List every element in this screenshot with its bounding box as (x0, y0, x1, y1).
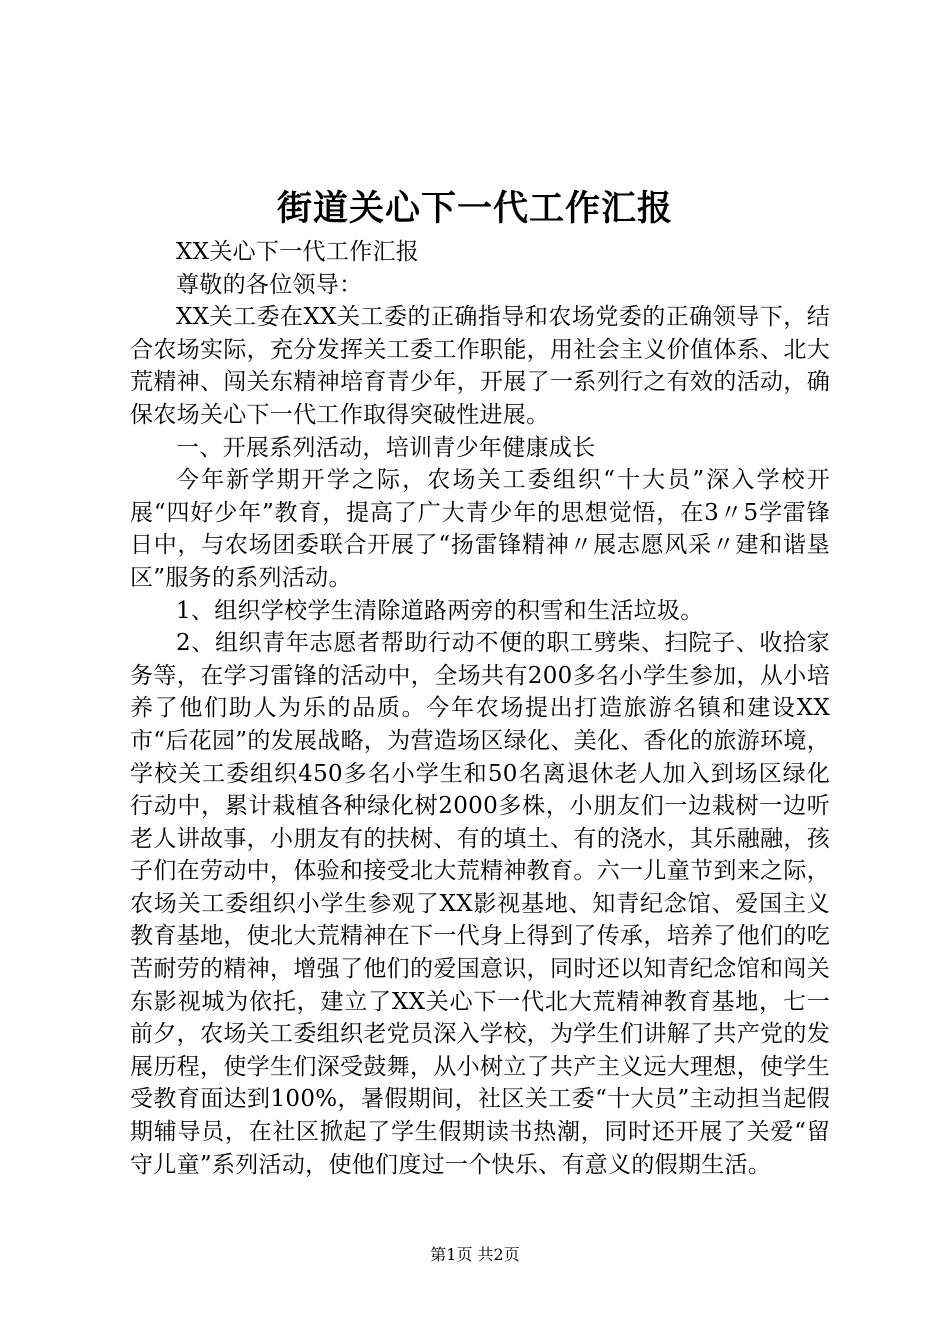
body-paragraph: 今年新学期开学之际，农场关工委组织“十大员”深入学校开展“四好少年”教育，提高了广大青少年的思想觉悟，在3〃5学雷锋日中，与农场团委联合开展了“扬雷锋精神〃展志愿风采〃建和谐垦区”服务的系列活动。 (130, 467, 830, 591)
list-item: 2、组织青年志愿者帮助行动不便的职工劈柴、扫院子、收拾家务等，在学习雷锋的活动中，全场共有200多名小学生参加，从小培养了他们助人为乐的品质。今年农场提出打造旅游名镇和建设XX市“后花园”的发展战略，为营造场区绿化、美化、香化的旅游环境，学校关工委组织450多名小学生和50名离退休老人加入到场区绿化行动中，累计栽植各种绿化树2000多株，小朋友们一边栽树一边听老人讲故事，小朋友有的扶树、有的填土、有的浇水，其乐融融，孩子们在劳动中，体验和接受北大荒精神教育。六一儿童节到来之际，农场关工委组织小学生参观了XX影视基地、知青纪念馆、爱国主义教育基地，使北大荒精神在下一代身上得到了传承，培养了他们的吃苦耐劳的精神，增强了他们的爱国意识，同时还以知青纪念馆和闯关东影视城为依托，建立了XX关心下一代北大荒精神教育基地，七一前夕，农场关工委组织老党员深入学校，为学生们讲解了共产党的发展历程，使学生们深受鼓舞，从小树立了共产主义远大理想，使学生受教育面达到100%，暑假期间，社区关工委“十大员”主动担当起假期辅导员，在社区掀起了学生假期读书热潮，同时还开展了关爱“留守儿童”系列活动，使他们度过一个快乐、有意义的假期生活。 (130, 630, 830, 1178)
list-item: 1、组织学校学生清除道路两旁的积雪和生活垃圾。 (176, 597, 704, 624)
page-number: 第1页 (430, 1245, 473, 1264)
salutation: 尊敬的各位领导： (176, 271, 363, 298)
document-body (130, 236, 830, 1181)
document-title: 街道关心下一代工作汇报 (276, 188, 673, 229)
intro-paragraph: XX关工委在XX关工委的正确指导和农场党委的正确领导下，结合农场实际，充分发挥关工委工作职能，用社会主义价值体系、北大荒精神、闯关东精神培育青少年，开展了一系列行之有效的活动，确保农场关心下一代工作取得突破性进展。 (130, 304, 830, 428)
report-subtitle: XX关心下一代工作汇报 (176, 239, 420, 265)
page-total: 共2页 (477, 1245, 520, 1264)
section-heading: 一、开展系列活动，培训青少年健康成长 (176, 434, 596, 461)
page-footer (0, 1244, 950, 1266)
